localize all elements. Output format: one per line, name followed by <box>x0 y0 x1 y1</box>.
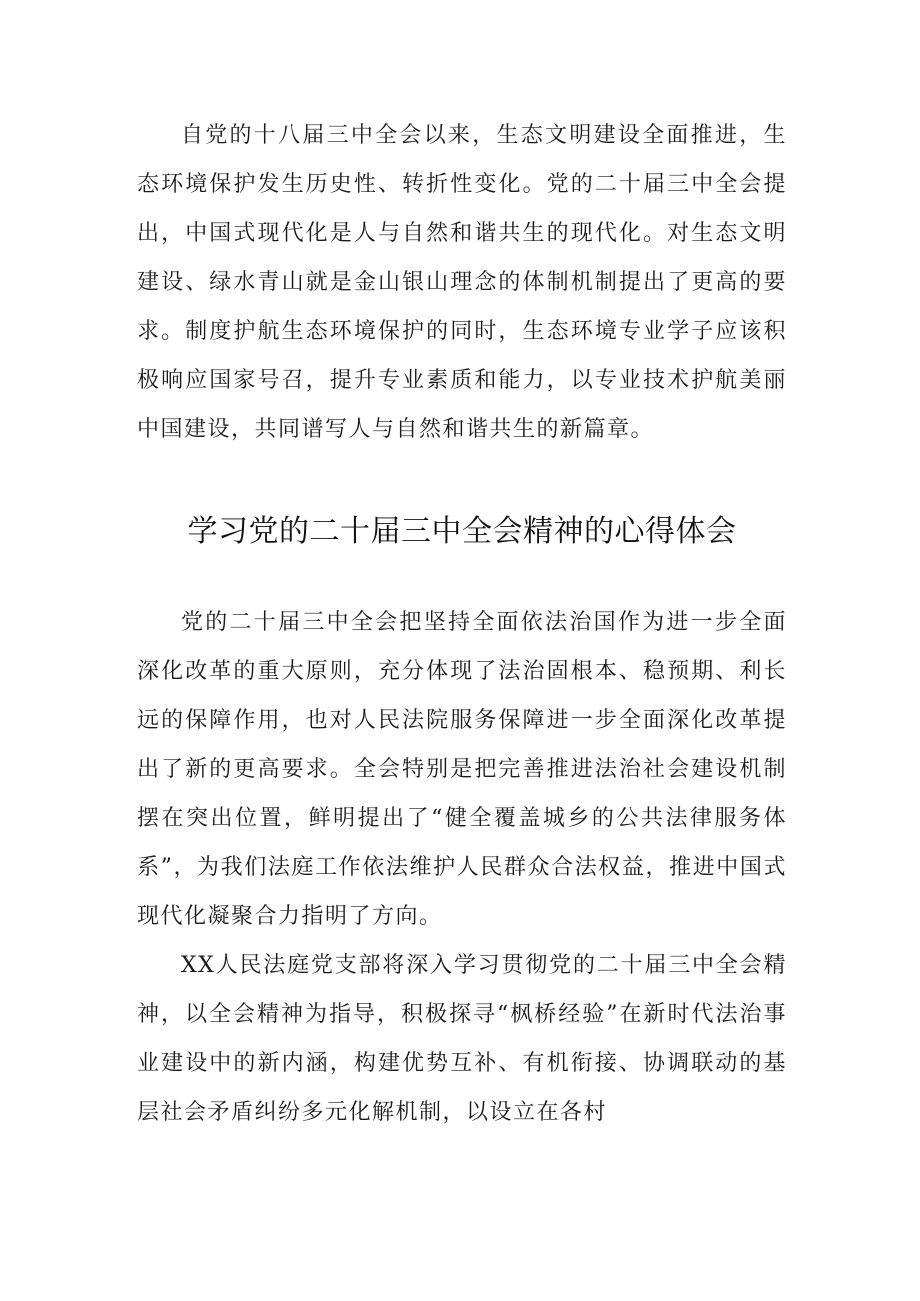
intro-paragraph: 自党的十八届三中全会以来，生态文明建设全面推进，生态环境保护发生历史性、转折性变化。党的二十届三中全会提出，中国式现代化是人与自然和谐共生的现代化。对生态文明建设、绿水青山就是金山银山理念的体制机制提出了更高的要求。制度护航生态环境保护的同时，生态环境专业学子应该积极响应国家号召，提升专业素质和能力，以专业技术护航美丽中国建设，共同谱写人与自然和谐共生的新篇章。 <box>137 123 787 442</box>
document-body <box>137 111 787 1137</box>
section-title: 学习党的二十届三中全会精神的心得体会 <box>187 514 737 549</box>
body-paragraph-1: 党的二十届三中全会把坚持全面依法治国作为进一步全面深化改革的重大原则，充分体现了法治固根本、稳预期、利长远的保障作用，也对人民法院服务保障进一步全面深化改革提出了新的更高要求。全会特别是把完善推进法治社会建设机制摆在突出位置，鲜明提出了“健全覆盖城乡的公共法律服务体系”，为我们法庭工作依法维护人民群众合法权益，推进中国式现代化凝聚合力指明了方向。 <box>137 610 787 929</box>
body-paragraph-2: XX人民法庭党支部将深入学习贯彻党的二十届三中全会精神，以全会精神为指导，积极探寻“枫桥经验”在新时代法治事业建设中的新内涵，构建优势互补、有机衔接、协调联动的基层社会矛盾纠纷多元化解机制，以设立在各村 <box>137 953 787 1125</box>
